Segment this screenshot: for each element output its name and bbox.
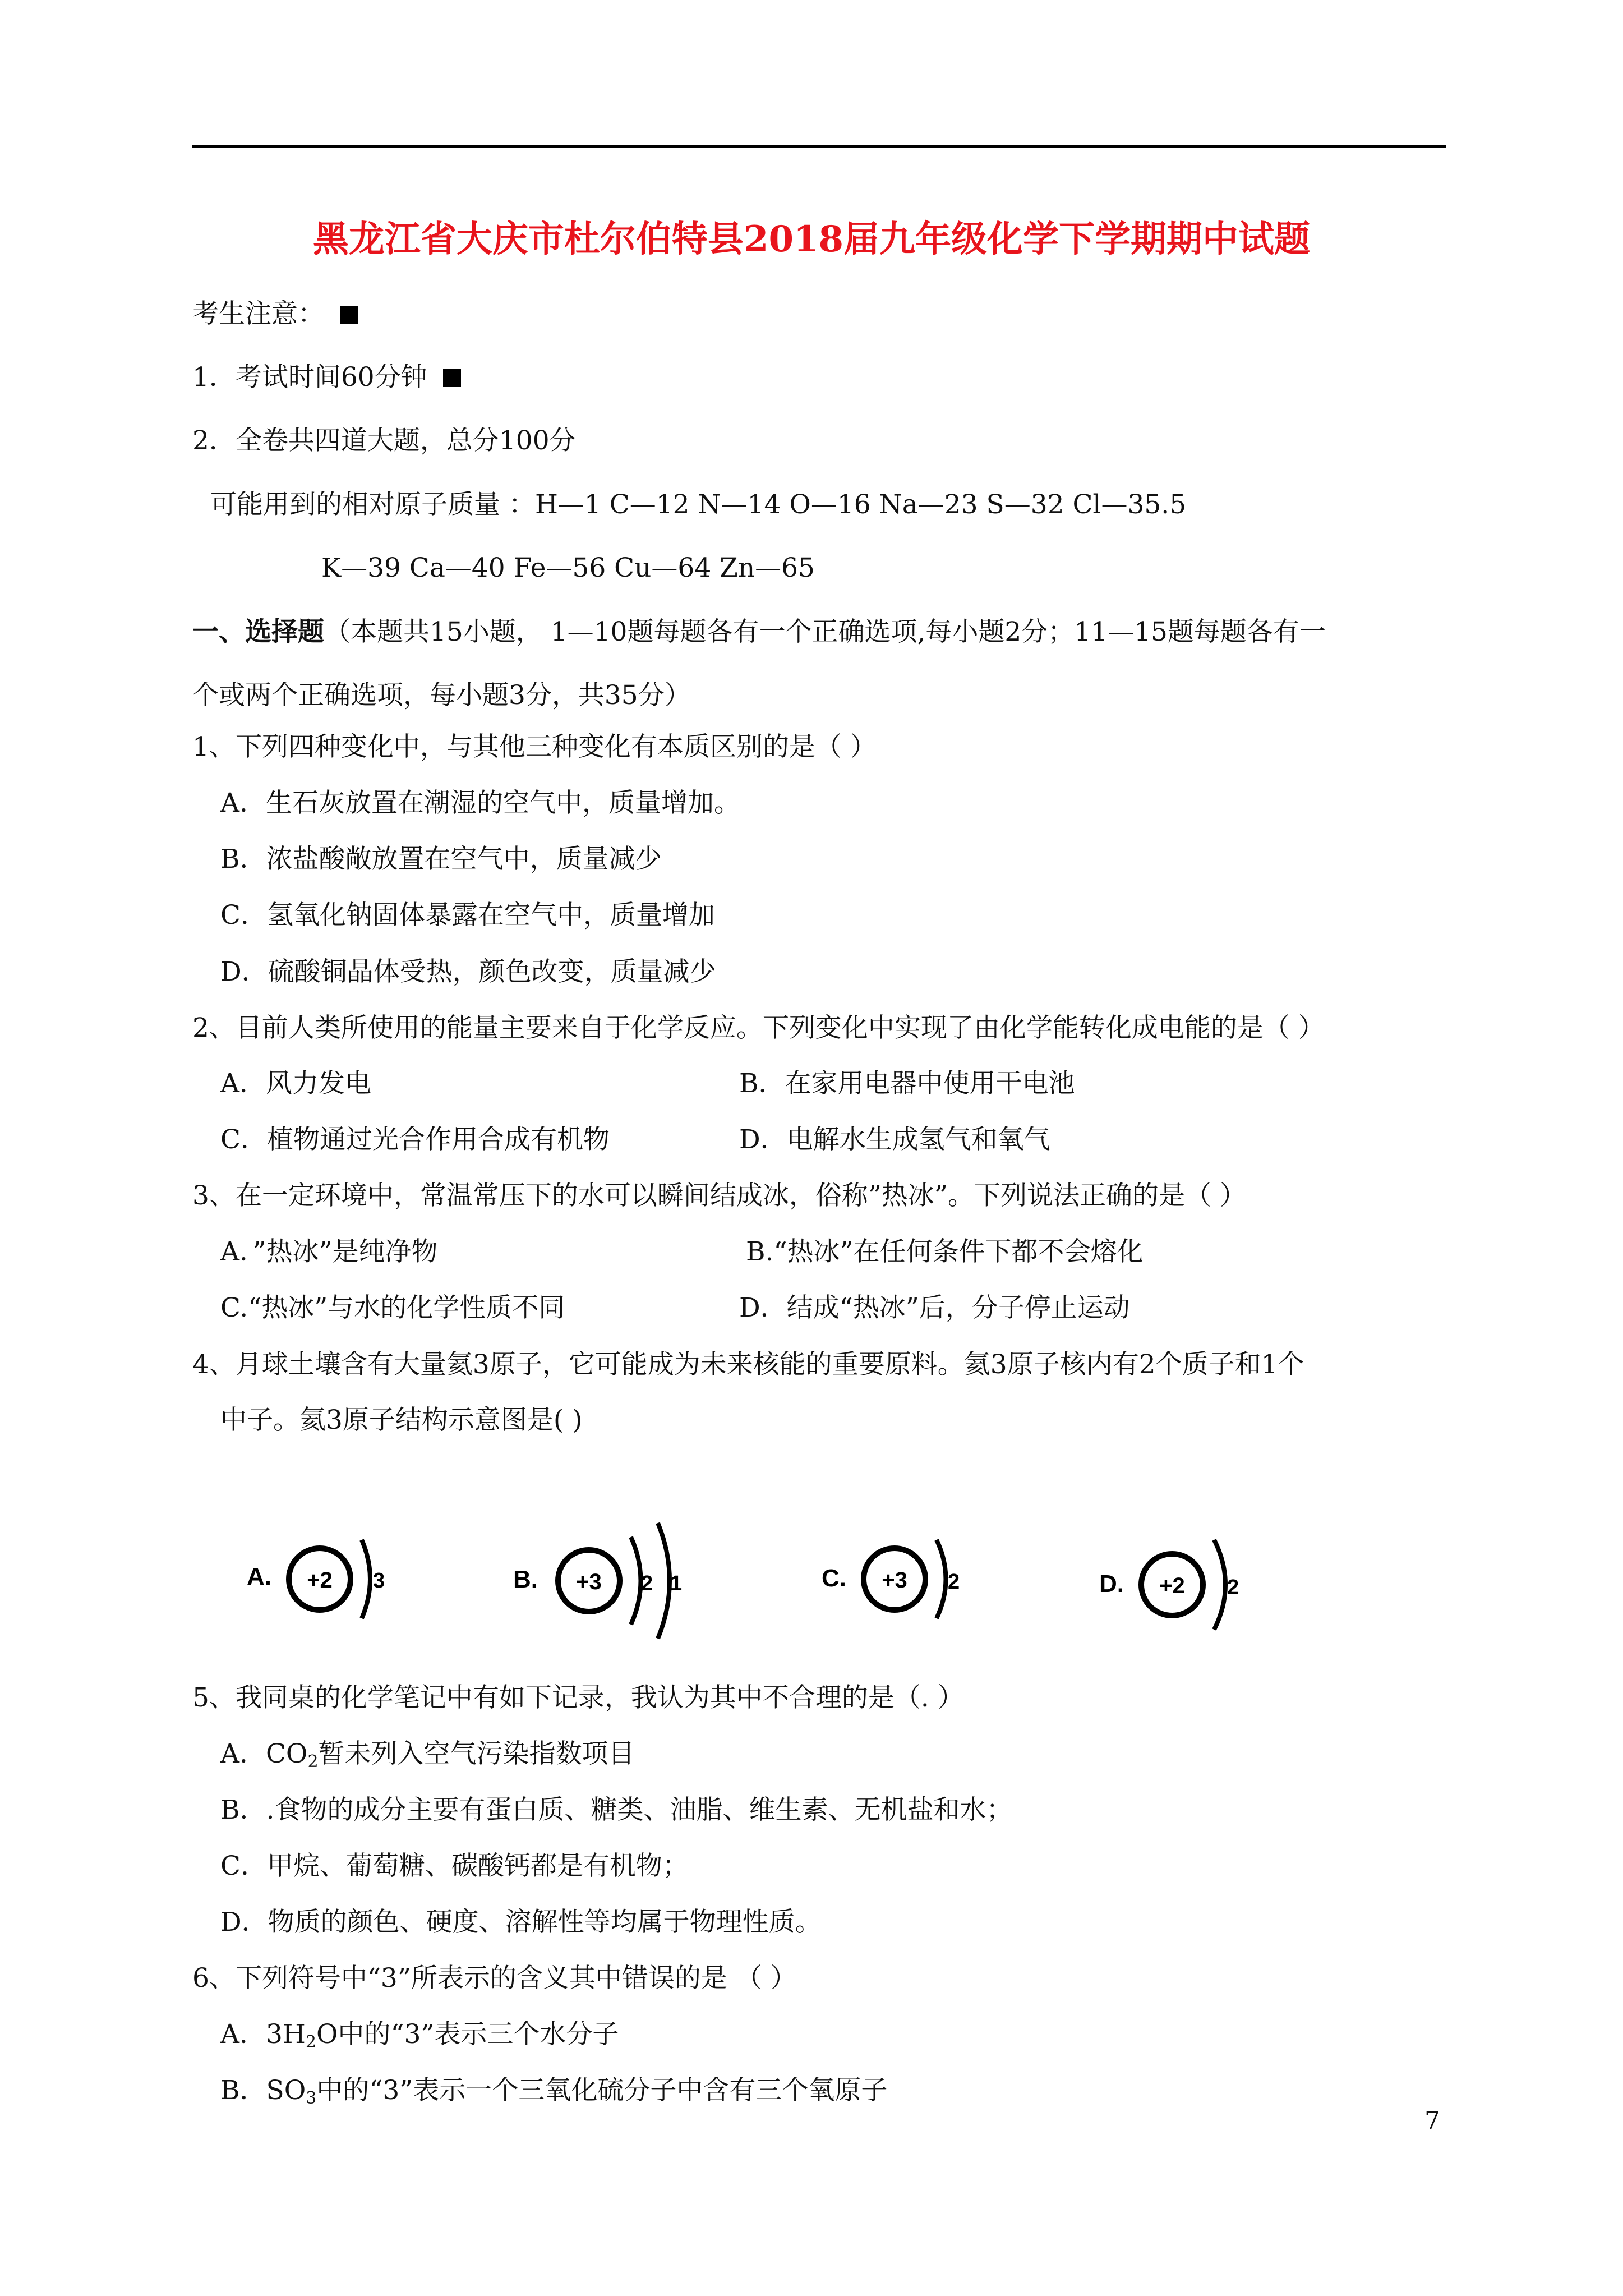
q4-diagram-b	[513, 1509, 698, 1655]
q4-diagram-c	[822, 1509, 990, 1655]
q6-stem: 6、下列符号中“3”所表示的含义其中错误的是 （ ）	[192, 1963, 797, 1994]
atomic-masses-line-1: 可能用到的相对原子质量 ：H—1 C—12 N—14 O—16 Na—23 S—32 Cl—35.5	[210, 489, 1187, 520]
q4-diagram-d	[1099, 1509, 1267, 1655]
q6-option-a: A．$3H_2O$中的“3”表示三个水分子	[220, 2019, 619, 2052]
q4-diagram-a-nucleus: +2	[307, 1568, 333, 1593]
q4-diagram-c-nucleus: +3	[882, 1568, 907, 1593]
q4-diagram-b-shell-2: 1	[670, 1572, 683, 1595]
q4-diagram-a-shell-1: 3	[373, 1569, 385, 1593]
electron-shell-arc-icon	[631, 1537, 641, 1625]
notice-item-2: 2．全卷共四道大题，总分100分	[192, 425, 576, 456]
notice-item-1: 1．考试时间60分钟	[192, 361, 461, 394]
q2-option-b: B．在家用电器中使用干电池	[739, 1068, 1075, 1099]
q4-diagram-a-label: A.	[247, 1563, 271, 1590]
q4-diagram-b-shell-1: 2	[641, 1572, 653, 1595]
q3-option-c: C.“热冰”与水的化学性质不同	[220, 1292, 565, 1323]
q4-diagram-d-shell-1: 2	[1227, 1576, 1239, 1599]
q3-stem: 3、在一定环境中，常温常压下的水可以瞬间结成冰，俗称”热冰”。下列说法正确的是（ ）	[192, 1180, 1246, 1211]
q3-option-b: B.“热冰”在任何条件下都不会熔化	[746, 1236, 1144, 1267]
page-number: 7	[1424, 2106, 1440, 2135]
electron-shell-arc-icon	[1214, 1540, 1225, 1630]
q5-stem: 5、我同桌的化学笔记中有如下记录，我认为其中不合理的是（. ）	[192, 1682, 964, 1713]
q1-stem: 1、下列四种变化中，与其他三种变化有本质区别的是（ ）	[192, 731, 877, 762]
notice-heading: 考生注意：	[192, 297, 358, 331]
q4-diagram-c-label: C.	[822, 1565, 846, 1592]
electron-shell-arc-icon	[658, 1523, 670, 1639]
atomic-masses-line-2: K—39 Ca—40 Fe—56 Cu—64 Zn—65	[321, 553, 815, 583]
q2-stem: 2、目前人类所使用的能量主要来自于化学反应。下列变化中实现了由化学能转化成电能的是（ ）	[192, 1013, 1325, 1043]
q4-diagram-b-label: B.	[513, 1566, 538, 1593]
q4-stem-line-1: 4、月球土壤含有大量氦3原子，它可能成为未来核能的重要原料。氦3原子核内有2个质子和1个	[192, 1349, 1304, 1380]
q5-option-a: A．$CO_2$暂未列入空气污染指数项目	[220, 1738, 635, 1772]
q5-option-d: D．物质的颜色、硬度、溶解性等均属于物理性质。	[220, 1907, 822, 1938]
q3-option-a: A．”热冰”是纯净物	[220, 1236, 438, 1267]
section-1-intro-cont: 个或两个正确选项，每小题3分，共35分）	[192, 680, 691, 711]
q4-diagram-d-label: D.	[1099, 1570, 1124, 1598]
q5-option-b: B．.食物的成分主要有蛋白质、糖类、油脂、维生素、无机盐和水；	[220, 1795, 1013, 1825]
q1-option-b: B．浓盐酸敞放置在空气中，质量减少	[220, 844, 662, 875]
electron-shell-arc-icon	[362, 1540, 370, 1618]
q6-option-b: B．$SO_3$中的“3”表示一个三氧化硫分子中含有三个氧原子	[220, 2075, 888, 2108]
q4-stem-line-2: 中子。氦3原子结构示意图是( )	[220, 1405, 583, 1435]
square-mark-icon	[340, 306, 358, 324]
q4-diagram-c-shell-1: 2	[948, 1570, 960, 1594]
square-mark-icon	[443, 369, 461, 387]
q1-option-a: A．生石灰放置在潮湿的空气中，质量增加。	[220, 788, 740, 818]
q5-option-c: C．甲烷、葡萄糖、碳酸钙都是有机物；	[220, 1851, 689, 1881]
q2-option-c: C．植物通过光合作用合成有机物	[220, 1124, 610, 1155]
q1-option-d: D．硫酸铜晶体受热，颜色改变，质量减少	[220, 956, 716, 987]
q4-diagram-b-nucleus: +3	[576, 1570, 602, 1594]
header-rule	[192, 145, 1446, 148]
electron-shell-arc-icon	[937, 1540, 946, 1618]
page-title: 黑龙江省大庆市杜尔伯特县2018届九年级化学下学期期中试题	[312, 218, 1311, 260]
q4-diagram-a	[247, 1509, 415, 1655]
q1-option-c: C．氢氧化钠固体暴露在空气中，质量增加	[220, 900, 715, 931]
section-1-intro: 一、选择题（本题共15小题， 1—10题每题各有一个正确选项,每小题2分；11—15题每题各有一	[192, 616, 1326, 647]
q4-diagram-d-nucleus: +2	[1159, 1573, 1185, 1598]
section-1-label: 一、选择题	[192, 616, 324, 647]
q3-option-d: D．结成“热冰”后，分子停止运动	[739, 1292, 1130, 1323]
q2-option-d: D．电解水生成氢气和氧气	[739, 1124, 1050, 1155]
q2-option-a: A．风力发电	[220, 1068, 371, 1099]
